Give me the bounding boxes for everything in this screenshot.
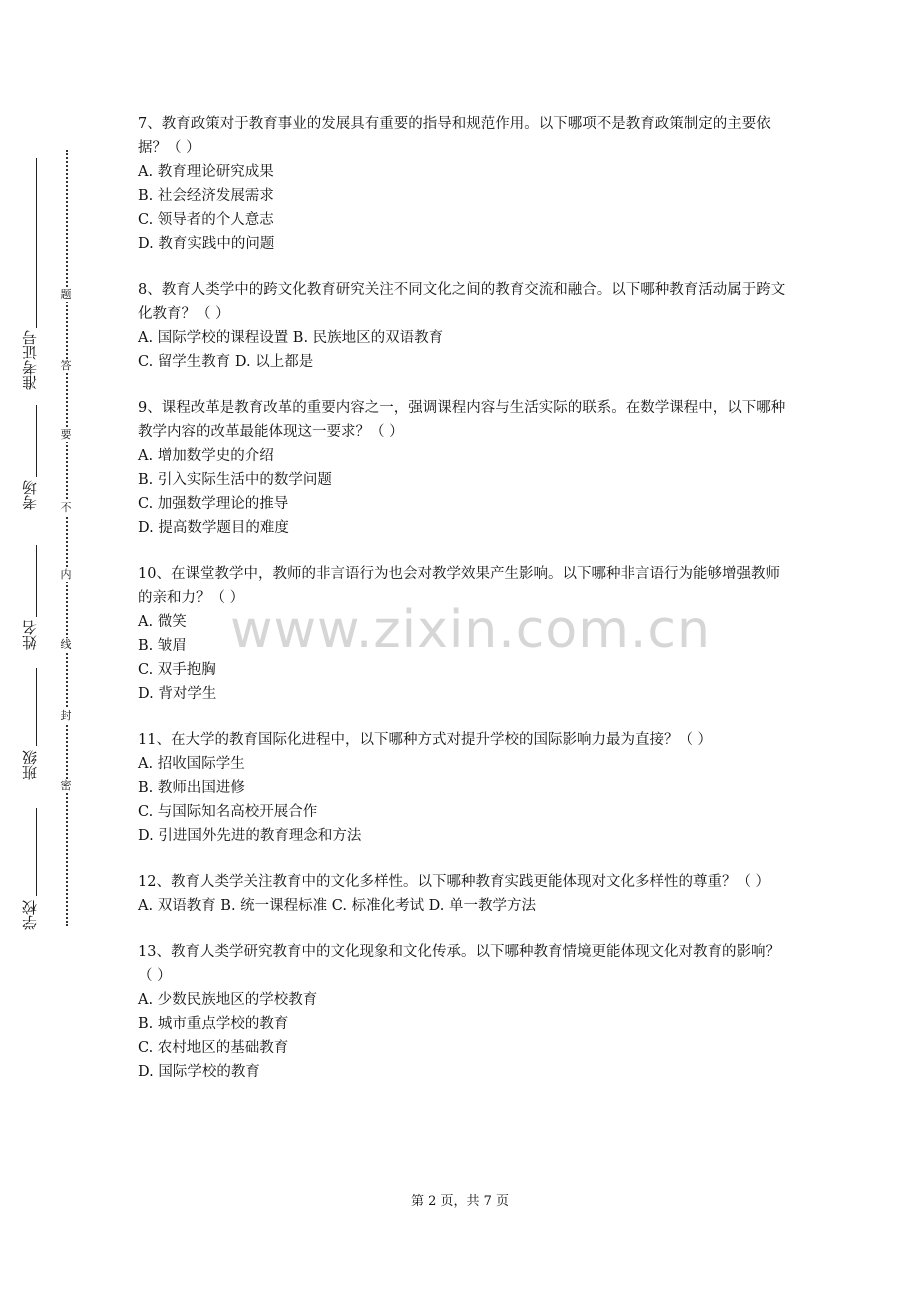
question-stem: 13、教育人类学研究教育中的文化现象和文化传承。以下哪种教育情境更能体现文化对教育的影响？（ ） [138, 944, 780, 984]
options-line: A. 双语教育 B. 统一课程标准 C. 标准化考试 D. 单一教学方法 [138, 898, 537, 914]
question-9 [138, 396, 788, 540]
question-stem: 9、课程改革是教育改革的重要内容之一，强调课程内容与生活实际的联系。在数学课程中，以下哪种教学内容的改革最能体现这一要求？（ ） [138, 400, 786, 440]
options-line-1: A. 国际学校的课程设置 B. 民族地区的双语教育 [138, 330, 444, 346]
question-7 [138, 112, 788, 256]
admission-number-label: 准考证号 [21, 330, 39, 390]
exam-room-label: 考场 [21, 480, 39, 510]
name-line [36, 545, 37, 617]
seal-char-5: 内 [60, 568, 72, 581]
question-stem: 7、教育政策对于教育事业的发展具有重要的指导和规范作用。以下哪项不是教育政策制定的主要依据？（ ） [138, 116, 771, 156]
seal-char-7: 封 [60, 709, 72, 722]
seal-char-1: 题 [60, 288, 72, 301]
question-13 [138, 940, 788, 1084]
option-c: C. 农村地区的基础教育 [138, 1040, 289, 1056]
option-c: C. 加强数学理论的推导 [138, 496, 289, 512]
exam-room-line [36, 405, 37, 477]
binding-margin [0, 0, 90, 1302]
question-12 [138, 870, 788, 918]
option-c: C. 双手抱胸 [138, 662, 216, 678]
seal-char-4: 不 [60, 501, 72, 514]
page-footer: 第 2 页，共 7 页 [410, 1194, 510, 1209]
school-label: 学校 [21, 900, 39, 930]
option-c: C. 与国际知名高校开展合作 [138, 804, 318, 820]
options-line-2: C. 留学生教育 D. 以上都是 [138, 354, 314, 370]
seal-char-8: 密 [60, 779, 72, 792]
school-line [36, 808, 37, 896]
admission-number-line [36, 158, 37, 328]
option-a: A. 微笑 [138, 614, 187, 630]
question-11 [138, 728, 788, 848]
option-d: D. 背对学生 [138, 686, 217, 702]
option-a: A. 教育理论研究成果 [138, 164, 274, 180]
option-a: A. 增加数学史的介绍 [138, 448, 274, 464]
question-list [138, 112, 788, 1106]
option-b: B. 皱眉 [138, 638, 187, 654]
seal-dotted-line [66, 150, 68, 926]
watermark: www.zixin.com.cn [230, 600, 711, 660]
name-label: 姓名 [21, 620, 39, 650]
option-b: B. 城市重点学校的教育 [138, 1016, 289, 1032]
seal-char-6: 线 [60, 638, 72, 651]
option-d: D. 引进国外先进的教育理念和方法 [138, 828, 362, 844]
question-stem: 10、在课堂教学中，教师的非言语行为也会对教学效果产生影响。以下哪种非言语行为能够增强教师的亲和力？（ ） [138, 566, 780, 606]
option-d: D. 国际学校的教育 [138, 1064, 260, 1080]
question-stem: 11、在大学的教育国际化进程中，以下哪种方式对提升学校的国际影响力最为直接？（ ） [138, 732, 713, 748]
option-a: A. 少数民族地区的学校教育 [138, 992, 318, 1008]
option-d: D. 提高数学题目的难度 [138, 520, 289, 536]
seal-char-3: 要 [60, 428, 72, 441]
option-b: B. 社会经济发展需求 [138, 188, 274, 204]
option-b: B. 引入实际生活中的数学问题 [138, 472, 332, 488]
option-b: B. 教师出国进修 [138, 780, 245, 796]
seal-char-2: 答 [60, 359, 72, 372]
option-c: C. 领导者的个人意志 [138, 212, 274, 228]
class-label: 班级 [21, 750, 39, 780]
class-line [36, 668, 37, 746]
option-d: D. 教育实践中的问题 [138, 236, 275, 252]
option-a: A. 招收国际学生 [138, 756, 245, 772]
question-10 [138, 562, 788, 706]
question-8 [138, 278, 788, 374]
question-stem: 8、教育人类学中的跨文化教育研究关注不同文化之间的教育交流和融合。以下哪种教育活动属于跨文化教育？（ ） [138, 282, 786, 322]
question-stem: 12、教育人类学关注教育中的文化多样性。以下哪种教育实践更能体现对文化多样性的尊重？（ ） [138, 874, 771, 890]
